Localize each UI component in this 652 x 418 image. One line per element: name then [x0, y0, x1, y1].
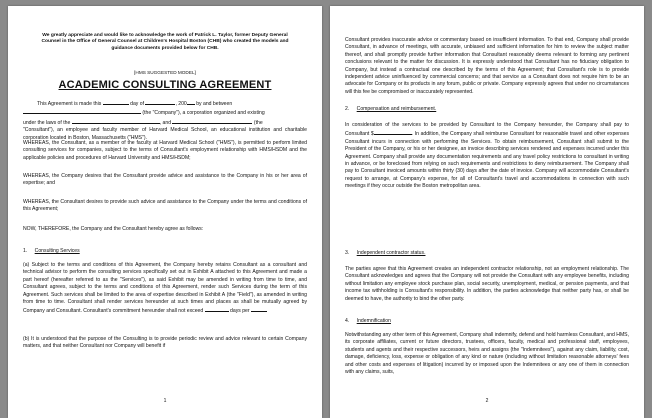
blank-period [251, 306, 267, 312]
paragraph-b: (b) It is understood that the purpose of the Consulting is to provide periodic review and advice relevant to certain Company matters, and that neither Consultant nor Company will benefit if [23, 336, 307, 350]
page-1-content [23, 6, 307, 418]
now-therefore: NOW, THEREFORE, the Company and the Consultant hereby agree as follows: [23, 226, 204, 232]
intro-company: (the "Company"), a corporation organized and existing [142, 110, 265, 117]
whereas-3: WHEREAS, the Consultant desires to provide such advice and assistance to the Company under the terms and conditions of this Agreement; [23, 199, 307, 213]
page-number-2: 2 [485, 397, 489, 404]
section-3-paragraph: The parties agree that this Agreement creates an independent contractor relationship, not an employment relationship. The Consultant acknowledges and agrees that the Company will not provide the Consultant with any employee benefits, including without limitation any employee stock purchase plan, social security, unemployment, medical, or pension payments, and that income tax withholding is Consultant's responsibility. In addition, the parties acknowledge that neither party has, or shall be deemed to have, the authority to bind the other party. [345, 266, 629, 302]
intro-text-1: This Agreement is made this [37, 101, 102, 107]
blank-consultant-name [172, 118, 252, 124]
section-1-number: 1. [23, 248, 28, 254]
intro-by: by and between [196, 101, 233, 107]
intro-paragraph [23, 99, 307, 142]
intro-and: , and [159, 119, 172, 126]
paragraph-a-text: (a) Subject to the terms and conditions of this Agreement, the Company hereby retains Consultant as a consultant and technical advisor to perform the consulting services specifically set out in Exhibit A attached to this Agreement and made a part hereof (hereafter referred to as the "Services"), as said Exhibit may be amended in writing from time to time, and Consultant agrees, subject to the terms and conditions of this Agreement, render such Services during the term of this Agreement. Such services shall be limited to the area of expertise described in Exhibit A (the "Field"), as amended in writing from time to time. Consultant shall render services hereunder at such times and places as shall be mutually agreed by Company and Consultant. Consultant's commitment hereunder shall not exceed [23, 262, 307, 315]
section-4-paragraph: Notwithstanding any other term of this Agreement, Company shall indemnify, defend and hold harmless Consultant, and HMS, its corporate affiliates, current or future directors, trustees, officers, faculty, medical and professional staff, employees, students and agents and their respective successors, heirs and assigns (the "Indemnitees"), against any claim, liability, cost, damage, deficiency, loss, expense or obligation of any kind or nature (including without limitation reasonable attorneys' fees and other costs and expenses of litigation) incurred by or imposed upon the Indemnitees or any one of them in connection with any claims, suits, [345, 332, 629, 376]
whereas-1: WHEREAS, the Consultant, as a member of the faculty at Harvard Medical School ("HMS"), is permitted to perform limited consulting services for companies, subject to the terms of Consultant's employment relationship with HMS/HSDM and the applicable policies and procedures of Harvard University and HMS/HSDM; [23, 140, 307, 161]
blank-month [145, 99, 175, 105]
section-4-number: 4. [345, 318, 350, 324]
blank-amount [374, 129, 412, 135]
model-label: [HMS SUGGESTED MODEL] [134, 70, 196, 75]
blank-jurisdiction [72, 118, 160, 124]
section-3-number: 3. [345, 250, 350, 256]
page-2-content [345, 6, 629, 418]
section-4-title: Indemnification [356, 318, 391, 324]
section-2-title: Compensation and reimbursement. [356, 106, 437, 112]
intro-rest: "Consultant"), an employee and faculty member of Harvard Medical School, an educational institution and charitable corporation located in Boston, Massachusetts ("HMS"). [23, 127, 307, 141]
section-3-heading [345, 250, 629, 257]
section-2-text-2: . In addition, the Company shall reimburse Consultant for reasonable travel and other expenses Consultant incurs in connection with performing the Services. To obtain reimbursement, Consultant shall submit to the President of the Company, or his or her designee, an invoice describing services rendered and expenses incurred under this Agreement. Company shall provide any documentation requirements and any travel policy restrictions to consultant in writing in advance, or be foreclosed from relying on such requirements and restrictions to deny reimbursement. The Company shall pay to Consultant invoiced amounts within thirty (30) days after the date of invoice. Company will accommodate Consultant's request to arrange, at Company's expense, for all of Consultant's travel and accommodations in connection with such meetings if they occur outside the Boston metropolitan area. [345, 131, 629, 190]
section-1-title: Consulting Services [34, 248, 80, 254]
blank-year [187, 99, 195, 105]
acknowledgment-note: We greatly appreciate and would like to acknowledge the work of Patrick L. Taylor, former Deputy General Counsel in the Office of General Counsel at Children's Hospital Boston (CHB) who created the models and guidance documents provided below for CHB. [41, 33, 289, 51]
whereas-2: WHEREAS, the Company desires that the Consultant provide advice and assistance to the Company in his or her area of expertise; and [23, 173, 307, 187]
page-number-1: 1 [163, 397, 167, 404]
blank-days [205, 306, 229, 312]
intro-year: , 200 [175, 101, 187, 107]
section-2-text-1: In consideration of the services to be provided by Consultant to the Company hereunder, the Company shall pay to Consultant $ [345, 122, 629, 138]
section-1-heading [23, 248, 307, 255]
section-2-heading [345, 106, 629, 113]
section-2-paragraph [345, 122, 629, 191]
document-page-2 [330, 6, 644, 418]
document-page-1 [8, 6, 322, 418]
intro-the: (the [253, 119, 263, 126]
document-title: ACADEMIC CONSULTING AGREEMENT [58, 79, 272, 91]
intro-day-label: day of [130, 101, 145, 107]
section-3-title: Independent contractor status. [356, 250, 426, 256]
paragraph-a-end: days per [230, 308, 250, 315]
continuation-paragraph: Consultant provides inaccurate advice or commentary based on insufficient information. To that end, Company shall provide Consultant, in advance of meetings, with accurate, unbiased and sufficient information for him to review the subject matter thereof, and shall promptly provide further information that Consultant reasonably deems relevant to forming any pertinent conclusions relevant to the matter for discussion. It is expressly understood that Consultant has no fiduciary obligation to Company, but instead a contractual one described by the terms of this Agreement; that Consultant's role is to provide independent advice uninfluenced by commercial concerns; and that service as a Consultant does not require him to be an advocate for Company or its products in any forum, public or private. Company expressly agrees that under no circumstances will this fee be compromised or inaccurately represented. [345, 37, 629, 95]
paragraph-a [23, 262, 307, 316]
intro-laws: under the laws of the [23, 119, 71, 126]
section-2-number: 2. [345, 106, 350, 112]
section-4-heading [345, 318, 629, 325]
blank-company-name [23, 108, 141, 114]
blank-day [103, 99, 129, 105]
